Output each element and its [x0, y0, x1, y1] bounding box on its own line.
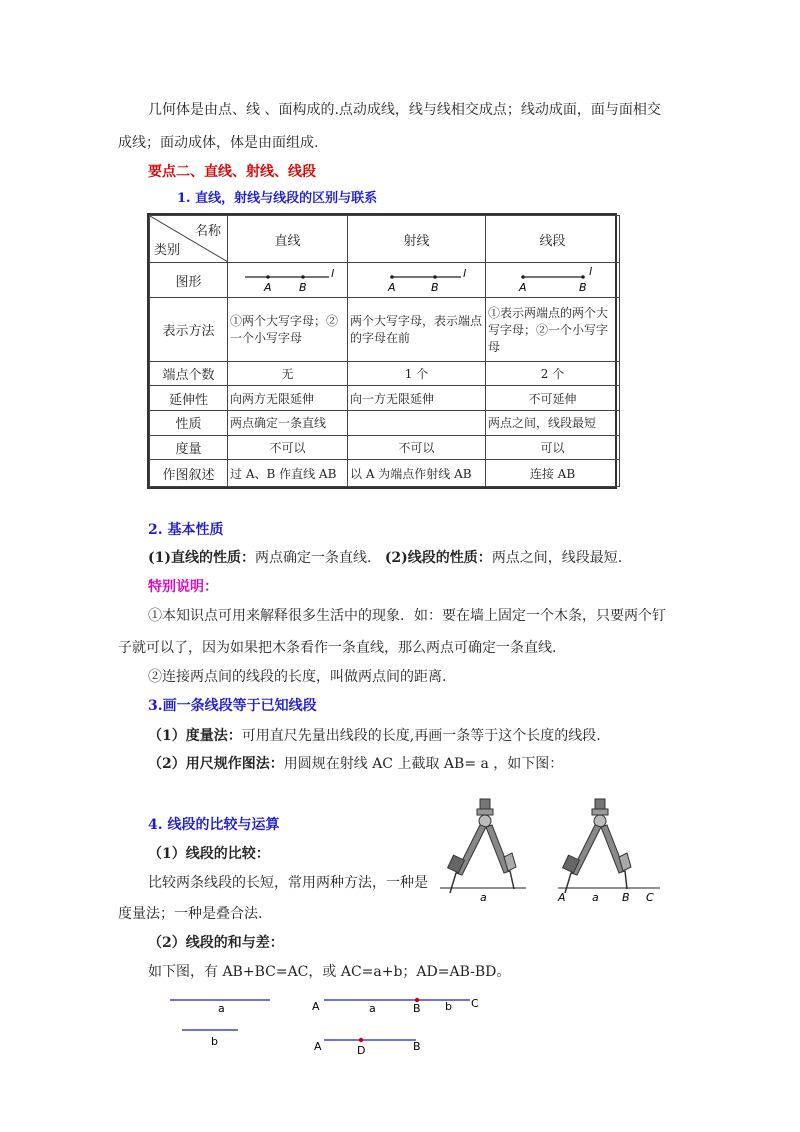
cell-property-segment: 两点之间，线段最短: [486, 411, 620, 436]
figure-line-cell: [228, 263, 348, 298]
draw-heading: 3.画一条线段等于已知线段: [148, 698, 317, 714]
cell-measure-ray: 不可以: [348, 435, 486, 460]
subsection-heading-1: 1. 直线，射线与线段的区别与联系: [177, 191, 378, 206]
cell-property-ray: [348, 411, 486, 436]
cell-measure-line: 不可以: [228, 435, 348, 460]
cell-construction-line: 过 A、B 作直线 AB: [228, 460, 348, 487]
compare-heading: 4. 线段的比较与运算: [148, 817, 280, 833]
row-label-extension: 延伸性: [150, 386, 228, 411]
svg-text:l: l: [330, 266, 334, 280]
segment-property-text: 两点之间，线段最短.: [491, 550, 623, 566]
basic-properties-line: [148, 548, 622, 568]
label-a: a: [218, 1002, 225, 1015]
line-property-label: (1)直线的性质：: [148, 550, 255, 566]
point-D: [359, 1038, 363, 1042]
segment-diagram: [160, 990, 500, 1060]
cell-endpoints-line: 无: [228, 361, 348, 386]
method-2-label: （2）用尺规作图法：: [148, 756, 284, 772]
svg-text:l: l: [462, 266, 466, 280]
label-B1: B: [413, 1002, 421, 1015]
section-heading: 要点二、直线、射线、线段: [148, 164, 316, 180]
method-1-text: 可用直尺先量出线段的长度,再画一条等于这个长度的线段.: [241, 728, 601, 744]
line-figure: [233, 265, 343, 293]
method-2-text: 用圆规在射线 AC 上截取 AB= a ，如下图：: [283, 756, 564, 772]
header-line: 直线: [228, 216, 348, 263]
cell-extension-segment: 不可延伸: [486, 386, 620, 411]
header-ray: 射线: [348, 216, 486, 263]
special-note-heading: 特别说明：: [148, 579, 218, 595]
figure-segment-cell: [486, 263, 620, 298]
label-B2: B: [413, 1040, 421, 1053]
intro-line-2: 成线；面动成体，体是由面组成.: [118, 135, 319, 151]
table-corner-cell: [150, 216, 228, 263]
row-label-construction: 作图叙述: [150, 460, 228, 487]
compare-text-a: 比较两条线段的长短，常用两种方法，一种是: [148, 875, 428, 891]
compass-label-B: B: [622, 891, 630, 904]
compass-left: [440, 799, 526, 904]
cell-notation-ray: 两个大写字母，表示端点的字母在前: [348, 298, 486, 362]
cell-construction-segment: 连接 AB: [486, 460, 620, 487]
label-b2: b: [445, 1000, 452, 1013]
special-note-p1b: 子就可以了，因为如果把木条看作一条直线，那么两点可确定一条直线.: [118, 640, 557, 656]
row-label-notation: 表示方法: [150, 298, 228, 362]
label-A1: A: [312, 1000, 320, 1013]
cell-endpoints-segment: 2 个: [486, 361, 620, 386]
cell-construction-ray: 以 A 为端点作射线 AB: [348, 460, 486, 487]
corner-top-label: 名称: [194, 224, 221, 239]
cell-measure-segment: 可以: [486, 435, 620, 460]
cell-notation-line: ①两个大写字母；②一个小写字母: [228, 298, 348, 362]
compass-right: [557, 799, 660, 904]
row-label-endpoints: 端点个数: [150, 361, 228, 386]
header-segment: 线段: [486, 216, 620, 263]
svg-text:l: l: [588, 264, 592, 278]
label-a2: a: [369, 1002, 376, 1015]
line-property-text: 两点确定一条直线.: [255, 550, 372, 566]
row-label-figure: 图形: [150, 263, 228, 298]
svg-text:A: A: [518, 280, 527, 293]
cell-endpoints-ray: 1 个: [348, 361, 486, 386]
segment-figure: [493, 265, 613, 293]
compare-sub-2: （2）线段的和与差：: [148, 935, 284, 951]
figure-ray-cell: [348, 263, 486, 298]
draw-method-2: [148, 754, 563, 774]
label-A2: A: [314, 1040, 322, 1053]
svg-text:B: B: [430, 280, 439, 293]
label-C: C: [471, 997, 479, 1010]
compare-sub-1: （1）线段的比较：: [148, 846, 270, 862]
svg-text:A: A: [387, 280, 396, 293]
svg-text:B: B: [298, 280, 307, 293]
compare-sum-diff-text: 如下图，有 AB+BC=AC，或 AC=a+b；AD=AB-BD。: [148, 964, 511, 980]
intro-line-1: 几何体是由点、线 、面构成的.点动成线，线与线相交成点；线动成面，面与面相交: [148, 102, 661, 118]
comparison-table: [147, 213, 617, 489]
row-label-property: 性质: [150, 411, 228, 436]
cell-notation-segment: ①表示两端点的两个大写字母；②一个小写字母: [486, 298, 620, 362]
compass-label-A: A: [558, 891, 566, 904]
cell-extension-line: 向两方无限延伸: [228, 386, 348, 411]
corner-bottom-label: 类别: [154, 243, 181, 259]
ray-figure: [357, 265, 477, 293]
label-b: b: [211, 1035, 218, 1048]
svg-text:B: B: [578, 280, 587, 293]
compass-label-C: C: [646, 891, 654, 904]
method-1-label: （1）度量法：: [148, 728, 242, 744]
label-D: D: [357, 1044, 366, 1057]
compass-figure: [440, 795, 670, 910]
basic-heading: 2. 基本性质: [148, 522, 224, 538]
svg-text:A: A: [263, 280, 272, 293]
cell-property-line: 两点确定一条直线: [228, 411, 348, 436]
compare-text-b: 度量法；一种是叠合法.: [118, 906, 263, 922]
special-note-p1a: ①本知识点可用来解释很多生活中的现象．如：要在墙上固定一个木条，只要两个钉: [148, 608, 666, 624]
draw-method-1: [148, 726, 601, 746]
segment-property-label: (2)线段的性质：: [384, 550, 492, 566]
row-label-measure: 度量: [150, 435, 228, 460]
cell-extension-ray: 向一方无限延伸: [348, 386, 486, 411]
compass-label-a2: a: [592, 891, 599, 904]
compass-label-a1: a: [480, 891, 487, 904]
special-note-p2: ②连接两点间的线段的长度，叫做两点间的距离.: [148, 669, 447, 685]
